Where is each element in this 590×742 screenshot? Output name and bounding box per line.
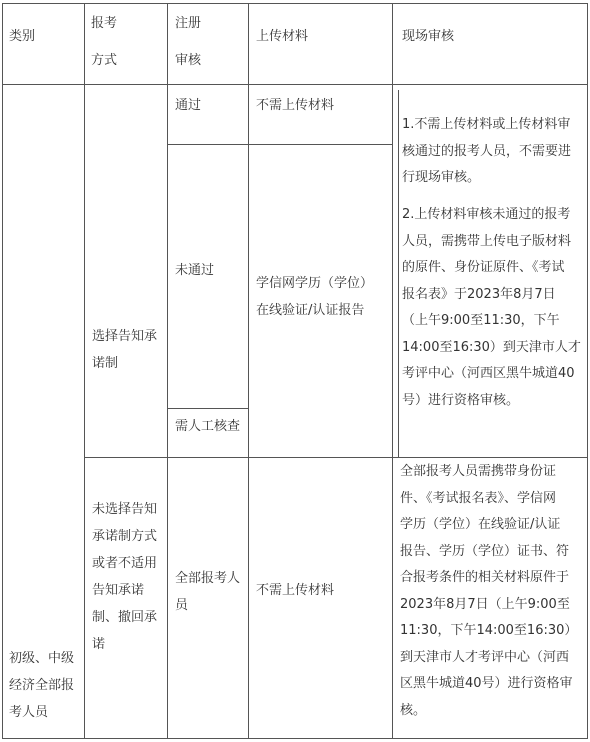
header-onsite: 现场审核: [402, 29, 455, 44]
header-upload: 上传材料: [256, 29, 309, 44]
table-border-right: [587, 3, 588, 739]
upload-none-pass: 不需上传材料: [256, 98, 335, 113]
col-divider-4c: [392, 457, 393, 739]
method-commitment: 选择告知承 诺制: [92, 329, 158, 371]
table-border-left: [2, 3, 3, 739]
review-fail: 未通过: [175, 263, 215, 278]
row-divider-pass: [167, 144, 248, 145]
row-divider-section: [84, 457, 588, 458]
onsite-note-2: 2.上传材料审核未通过的报考 人员，需携带上传电子版材料 的原件、身份证原件、《考试 报名表》于2023年8月7日 （上午9:00至11:30，下午 14:00至16:30）到天津市人才 考评中心（河西区黑牛城道40 号）进行资格审核。: [402, 207, 581, 408]
header-review: 注册 审核: [175, 16, 202, 68]
col-divider-4b: [398, 90, 399, 457]
header-category: 类别: [9, 29, 36, 44]
table-border-bottom: [2, 738, 588, 739]
header-divider: [2, 84, 588, 85]
header-method: 报考 方式: [91, 16, 118, 68]
col-divider-3: [248, 3, 249, 739]
onsite-all: 全部报考人员需携带身份证 件、《考试报名表》、学信网 学历（学位）在线验证/认证 报告、学历（学位）证书、符 合报考条件的相关材料原件于 2023年8月7日（上午9:00至 11:30，下午14:00至16:30） 到天津市人才考评中心（河西 区黑牛城道40号）进行资格审 核。: [400, 464, 578, 718]
category-value: 初级、中级 经济全部报 考人员: [9, 651, 75, 720]
table-border-top: [2, 3, 588, 4]
row-divider-upload: [248, 144, 392, 145]
review-pass: 通过: [175, 98, 202, 113]
review-all: 全部报考人 员: [175, 571, 241, 613]
upload-none-all: 不需上传材料: [256, 583, 335, 598]
col-divider-1: [84, 3, 85, 739]
upload-diploma-report: 学信网学历（学位） 在线验证/认证报告: [256, 276, 374, 318]
col-divider-2: [167, 3, 168, 739]
method-no-commitment: 未选择告知 承诺制方式 或者不适用 告知承诺 制、撤回承 诺: [92, 502, 158, 652]
review-manual: 需人工核查: [175, 419, 241, 434]
col-divider-4a: [392, 3, 393, 457]
row-divider-fail: [167, 408, 248, 409]
onsite-note-1: 1.不需上传材料或上传材料审 核通过的报考人员，不需要进 行现场审核。: [402, 117, 572, 185]
